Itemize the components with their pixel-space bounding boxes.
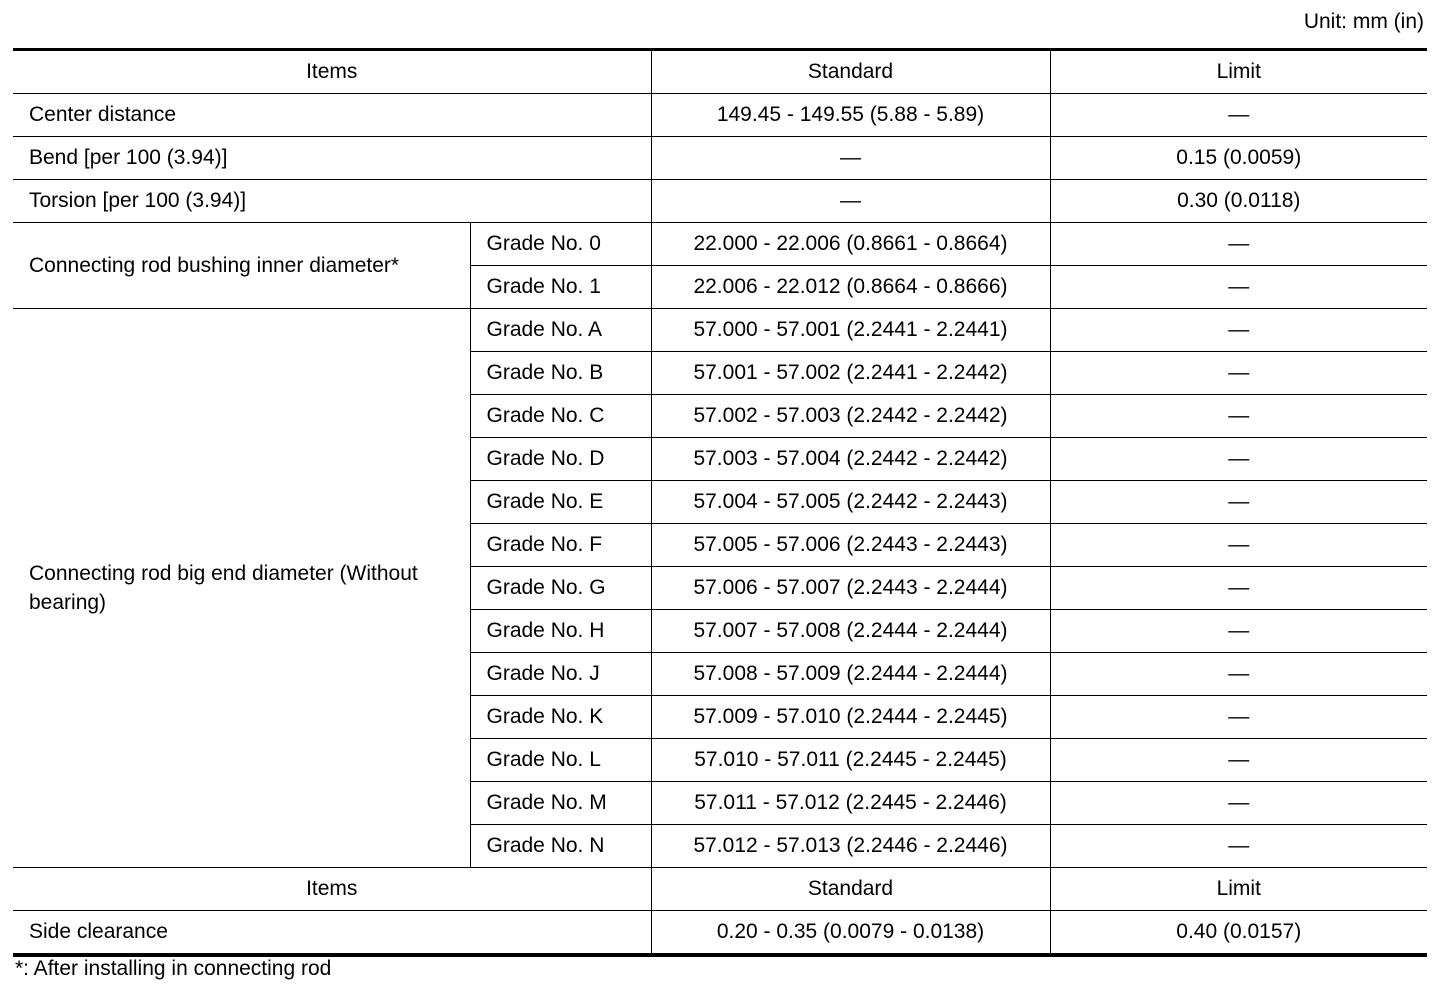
header-items: Items bbox=[13, 868, 651, 911]
grade-label: Grade No. B bbox=[470, 352, 651, 395]
limit-value: — bbox=[1050, 481, 1427, 524]
limit-value: — bbox=[1050, 438, 1427, 481]
header-standard: Standard bbox=[651, 50, 1050, 94]
limit-value: — bbox=[1050, 266, 1427, 309]
limit-value: — bbox=[1050, 94, 1427, 137]
standard-value: 57.000 - 57.001 (2.2441 - 2.2441) bbox=[651, 309, 1050, 352]
standard-value: 57.012 - 57.013 (2.2446 - 2.2446) bbox=[651, 825, 1050, 868]
connecting-rod-spec-table bbox=[13, 48, 1427, 957]
header-items: Items bbox=[13, 50, 651, 94]
limit-value: 0.15 (0.0059) bbox=[1050, 137, 1427, 180]
standard-value: 57.010 - 57.011 (2.2445 - 2.2445) bbox=[651, 739, 1050, 782]
item-side-clearance: Side clearance bbox=[13, 911, 651, 956]
limit-value: — bbox=[1050, 739, 1427, 782]
grade-label: Grade No. M bbox=[470, 782, 651, 825]
grade-label: Grade No. K bbox=[470, 696, 651, 739]
standard-value: — bbox=[651, 180, 1050, 223]
standard-value: 57.006 - 57.007 (2.2443 - 2.2444) bbox=[651, 567, 1050, 610]
limit-value: — bbox=[1050, 223, 1427, 266]
limit-value: — bbox=[1050, 696, 1427, 739]
grade-label: Grade No. 1 bbox=[470, 266, 651, 309]
header-row-secondary bbox=[13, 868, 1427, 911]
grade-label: Grade No. 0 bbox=[470, 223, 651, 266]
limit-value: — bbox=[1050, 610, 1427, 653]
grade-label: Grade No. G bbox=[470, 567, 651, 610]
standard-value: 57.002 - 57.003 (2.2442 - 2.2442) bbox=[651, 395, 1050, 438]
table-row bbox=[13, 911, 1427, 956]
grade-label: Grade No. A bbox=[470, 309, 651, 352]
standard-value: 0.20 - 0.35 (0.0079 - 0.0138) bbox=[651, 911, 1050, 956]
limit-value: — bbox=[1050, 653, 1427, 696]
standard-value: 57.003 - 57.004 (2.2442 - 2.2442) bbox=[651, 438, 1050, 481]
limit-value: 0.30 (0.0118) bbox=[1050, 180, 1427, 223]
grade-label: Grade No. N bbox=[470, 825, 651, 868]
limit-value: — bbox=[1050, 567, 1427, 610]
item-big-end-diameter: Connecting rod big end diameter (Without bearing) bbox=[13, 309, 470, 868]
item-bushing-inner-diameter: Connecting rod bushing inner diameter* bbox=[13, 223, 470, 309]
standard-value: 57.005 - 57.006 (2.2443 - 2.2443) bbox=[651, 524, 1050, 567]
standard-value: 57.001 - 57.002 (2.2441 - 2.2442) bbox=[651, 352, 1050, 395]
item-bend: Bend [per 100 (3.94)] bbox=[13, 137, 651, 180]
table-row bbox=[13, 94, 1427, 137]
grade-label: Grade No. J bbox=[470, 653, 651, 696]
limit-value: 0.40 (0.0157) bbox=[1050, 911, 1427, 956]
limit-value: — bbox=[1050, 352, 1427, 395]
grade-label: Grade No. L bbox=[470, 739, 651, 782]
unit-label: Unit: mm (in) bbox=[1303, 10, 1424, 33]
table-row bbox=[13, 137, 1427, 180]
table-row bbox=[13, 180, 1427, 223]
standard-value: 57.004 - 57.005 (2.2442 - 2.2443) bbox=[651, 481, 1050, 524]
item-torsion: Torsion [per 100 (3.94)] bbox=[13, 180, 651, 223]
table-row bbox=[13, 223, 1427, 266]
header-standard: Standard bbox=[651, 868, 1050, 911]
header-row bbox=[13, 50, 1427, 94]
standard-value: 22.006 - 22.012 (0.8664 - 0.8666) bbox=[651, 266, 1050, 309]
standard-value: 57.008 - 57.009 (2.2444 - 2.2444) bbox=[651, 653, 1050, 696]
standard-value: 57.009 - 57.010 (2.2444 - 2.2445) bbox=[651, 696, 1050, 739]
item-center-distance: Center distance bbox=[13, 94, 651, 137]
limit-value: — bbox=[1050, 309, 1427, 352]
standard-value: 57.007 - 57.008 (2.2444 - 2.2444) bbox=[651, 610, 1050, 653]
header-limit: Limit bbox=[1050, 50, 1427, 94]
limit-value: — bbox=[1050, 825, 1427, 868]
standard-value: 149.45 - 149.55 (5.88 - 5.89) bbox=[651, 94, 1050, 137]
standard-value: 57.011 - 57.012 (2.2445 - 2.2446) bbox=[651, 782, 1050, 825]
header-limit: Limit bbox=[1050, 868, 1427, 911]
grade-label: Grade No. H bbox=[470, 610, 651, 653]
grade-label: Grade No. D bbox=[470, 438, 651, 481]
limit-value: — bbox=[1050, 524, 1427, 567]
grade-label: Grade No. E bbox=[470, 481, 651, 524]
limit-value: — bbox=[1050, 782, 1427, 825]
table-row bbox=[13, 309, 1427, 352]
footnote: *: After installing in connecting rod bbox=[15, 957, 332, 980]
standard-value: — bbox=[651, 137, 1050, 180]
grade-label: Grade No. C bbox=[470, 395, 651, 438]
limit-value: — bbox=[1050, 395, 1427, 438]
grade-label: Grade No. F bbox=[470, 524, 651, 567]
standard-value: 22.000 - 22.006 (0.8661 - 0.8664) bbox=[651, 223, 1050, 266]
